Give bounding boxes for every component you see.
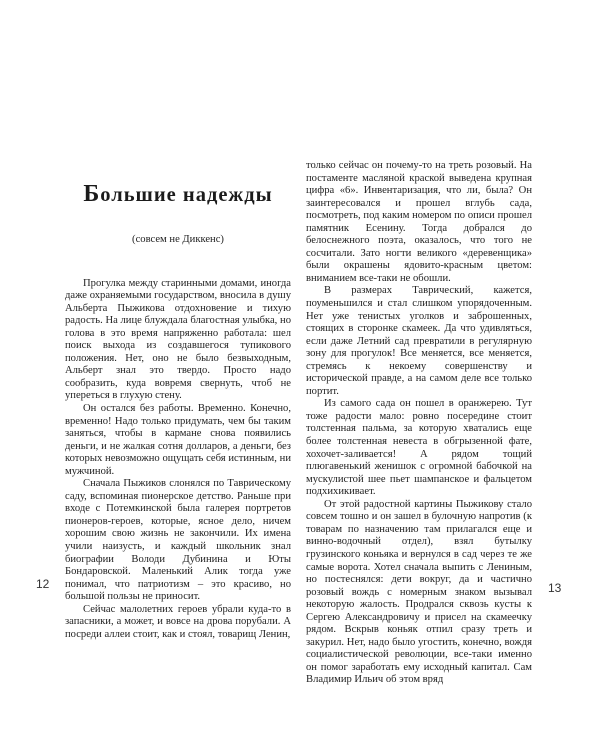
page-number-right: 13: [548, 581, 562, 595]
chapter-title-initial: Б: [83, 181, 101, 207]
paragraph: Сначала Пыжиков слонялся по Таврическому саду, вспоминая пионерское детство. Раньше при входе с Потемкинской была галерея портретов пионеров-героев, которые, ясное дело, ничем хорошим свою жизнь не закончили. Их имена учили наизусть, и каждый школьник знал биографии Володи Дубинина и Юты Бондаровской. Маленький Алик тогда уже понимал, что патриотизм – это красиво, но большой пользы не приносит.: [65, 478, 291, 603]
paragraph: только сейчас он почему-то на треть розовый. На постаменте масляной краской выведена крупная цифра «6». Инвентаризация, что ли, была? Он заинтересовался и прошел вглубь сада, посмотреть, под каким номером по описи прошел памятник Есенину. Тогда добрался до белоснежного поэта, оказалось, что того не сосчитали. Зато ногти великого «деревенщика» были окрашены ядовито-красным цветом: вниманием все-таки не обошли.: [306, 160, 532, 284]
paragraph: Сейчас малолетних героев убрали куда-то в запасники, а может, и вовсе на дрова порубали. А посреди аллеи стоит, как и стоял, товарищ Ленин,: [65, 603, 291, 640]
chapter-subtitle: (совсем не Диккенс): [132, 234, 224, 245]
right-page: [306, 160, 532, 686]
left-page-body: [65, 278, 291, 642]
paragraph: Он остался без работы. Временно. Конечно, временно! Надо только придумать, чем бы таким заняться, чтобы в кармане снова появились деньги, и не жалкая сотня долларов, а деньги, без которых невозможно ощущать себя истинным, ни мужчиной.: [65, 403, 291, 477]
chapter-title-rest: ольшие надежды: [100, 184, 273, 206]
paragraph: Прогулка между старинными домами, иногда даже охраняемыми государством, вносила в душу Альберта Пыжикова отдохновение и тихую радость. На лице блуждала благостная улыбка, но голова в это время напряженно работала: шел поиск выхода из создавшегося тупикового положения. Нет, оно не было безвыходным, Альберт знал это твердо. Просто надо сообразить, куда вовремя свернуть, чтоб не упереться в глухую стену.: [65, 277, 291, 402]
chapter-title: [65, 182, 291, 207]
paragraph: Из самого сада он пошел в оранжерею. Тут тоже радости мало: ровно посередине стоит толстенная пальма, за которую хватались еще более толстенная невеста в обгрызенной фате, хохочет-заливается! А рядом тощий плюгавенький женишок с огромной бабочкой на мускулистой шее пьет шампанское и фальцетом подхихикивает.: [306, 398, 532, 498]
left-page: [65, 160, 291, 640]
page-number-left: 12: [36, 577, 50, 591]
paragraph: От этой радостной картины Пыжикову стало совсем тошно и он зашел в булочную напротив (к товарам по назначению там прилагался еще и винно-водочный отдел), взял бутылку грузинского коньяка и вернулся в сад через те же самые ворота. Хотел сначала выпить с Лениным, но постеснялся: дети вокруг, да и частично розовый вождь с номерным знаком вызывал некоторую жалость. Продрался сквозь кусты к Сергею Александровичу и присел на скамеечку рядом. Вскрыв коньяк отпил сразу треть и закурил. Нет, надо было угостить, конечно, вождя социалистической революции, все-таки именно он помог заработать ему исходный капитал. Сам Владимир Ильич об этом вряд: [306, 498, 532, 686]
paragraph: В размерах Таврический, кажется, поуменьшился и стал слишком упорядоченным. Нет уже тенистых уголков и заброшенных, стоящих в сторонке скамеек. Да что удивляться, если даже Летний сад превратили в регулярную зону для прогулок! Все меняется, все меняется, стремясь к некоему совершенству и исторической правде, а на самом деле все только портит.: [306, 285, 532, 397]
